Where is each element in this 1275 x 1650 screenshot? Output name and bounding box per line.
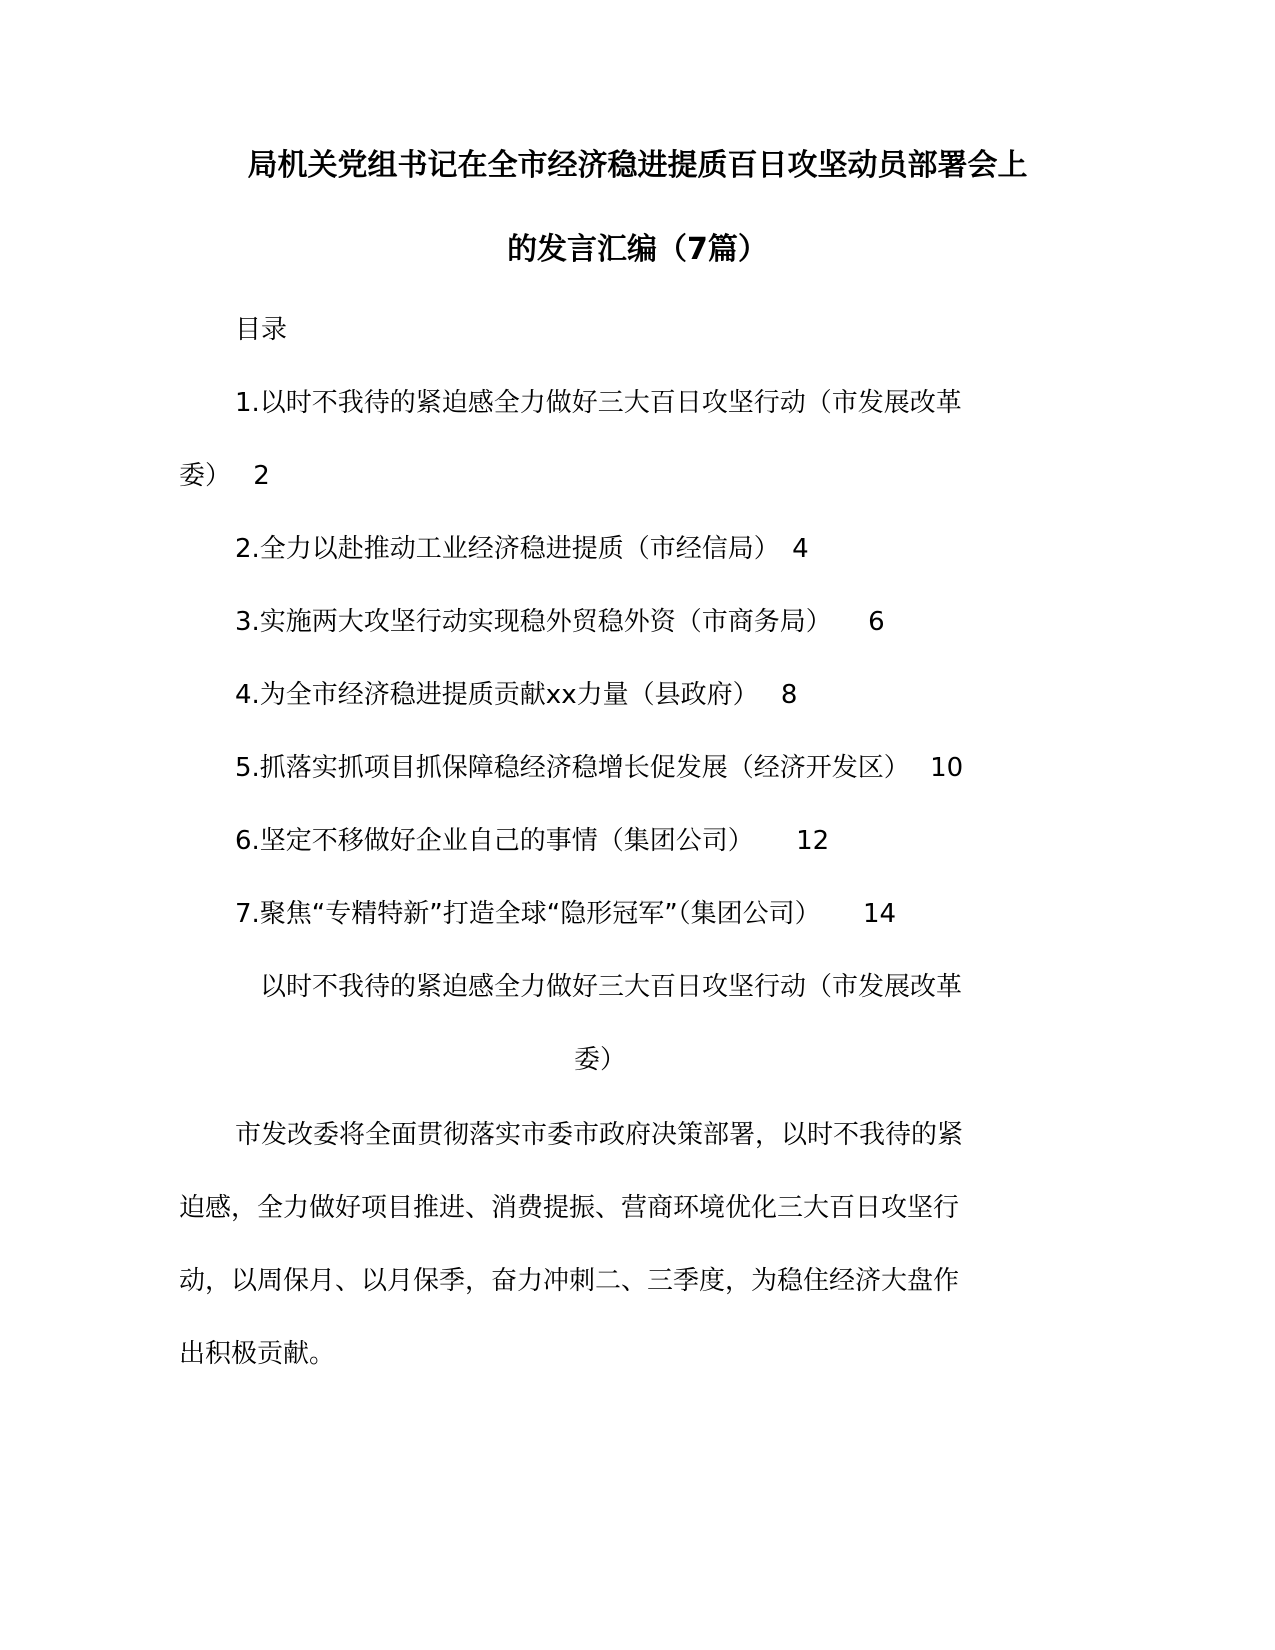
toc-item-6-page: 12 [796,826,830,856]
toc-item-1-line-1: 1.以时不我待的紧迫感全力做好三大百日攻坚行动（市发展改革 [235,388,962,418]
toc-item-3-text: 3.实施两大攻坚行动实现稳外贸稳外资（市商务局） [235,607,832,637]
toc-item-6 [235,823,829,859]
toc-item-2-page: 4 [792,534,809,564]
toc-item-1-line-2 [179,458,270,494]
toc-item-2 [235,531,809,567]
body-line-1: 市发改委将全面贯彻落实市委市政府决策部署，以时不我待的紧 [235,1120,964,1150]
body-line-3: 动，以周保月、以月保季，奋力冲刺二、三季度，为稳住经济大盘作 [179,1266,960,1296]
document-title-line-2: 的发言汇编（7篇） [507,232,768,267]
toc-item-6-text: 6.坚定不移做好企业自己的事情（集团公司） [235,826,754,856]
toc-item-4 [235,677,797,713]
section-title-line-1: 以时不我待的紧迫感全力做好三大百日攻坚行动（市发展改革 [260,972,963,1002]
toc-item-5 [235,750,963,786]
toc-item-4-text: 4.为全市经济稳进提质贡献xx力量（县政府） [235,680,759,710]
document-title-line-1: 局机关党组书记在全市经济稳进提质百日攻坚动员部署会上 [247,148,1028,183]
toc-heading: 目录 [235,315,288,345]
toc-item-7-text: 7.聚焦“专精特新”打造全球“隐形冠军”（集团公司） [235,899,821,929]
toc-item-3 [235,604,885,640]
toc-item-5-text: 5.抓落实抓项目抓保障稳经济稳增长促发展（经济开发区） [235,753,910,783]
body-line-4: 出积极贡献。 [179,1339,336,1369]
body-line-2: 迫感，全力做好项目推进、消费提振、营商环境优化三大百日攻坚行 [179,1193,960,1223]
toc-item-1-page: 2 [253,461,270,491]
section-title-line-2: 委） [573,1045,626,1075]
toc-item-2-text: 2.全力以赴推动工业经济稳进提质（市经信局） [235,534,780,564]
toc-item-4-page: 8 [780,680,798,710]
toc-item-1-text-end: 委） [179,461,232,491]
toc-item-3-page: 6 [868,607,885,637]
toc-item-5-page: 10 [930,753,964,783]
toc-item-7-page: 14 [862,899,897,929]
toc-item-7 [235,896,896,932]
